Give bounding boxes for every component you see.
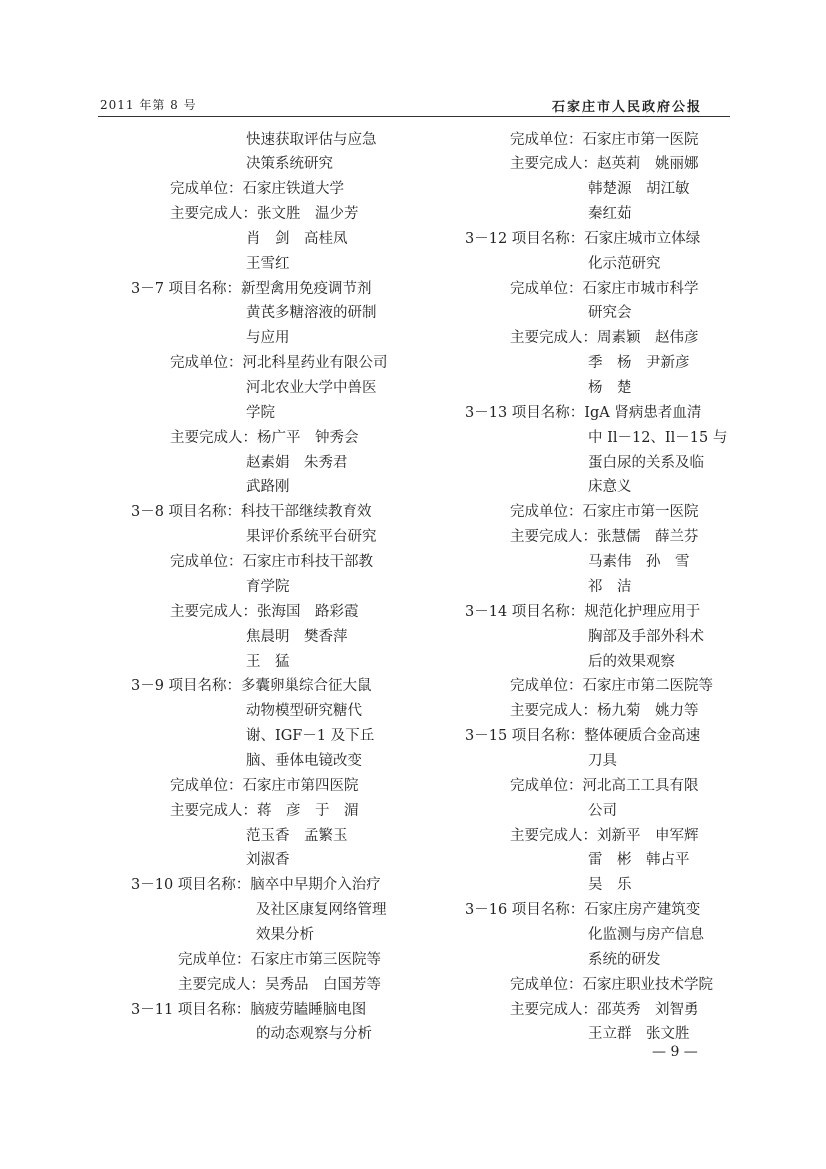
text-line: 及社区康复网络管理: [256, 902, 387, 918]
text-line: 育学院: [246, 579, 290, 595]
page-number: — 9 —: [652, 1044, 698, 1060]
text-line: 谢、IGF－1 及下丘: [246, 728, 375, 744]
text-line: 3－10 项目名称：脑卒中早期介入治疗: [131, 877, 381, 893]
text-line: 动物模型研究糖代: [246, 703, 362, 719]
text-line: 完成单位：河北科星药业有限公司: [170, 355, 388, 371]
issue-label: 2011 年第 8 号: [100, 98, 197, 112]
text-line: 韩楚源 胡江敏: [588, 181, 690, 197]
text-line: 黄芪多糖溶液的研制: [246, 305, 377, 321]
text-line: 主要完成人：周素颖 赵伟彦: [510, 330, 699, 346]
text-line: 主要完成人：杨广平 钟秀会: [170, 430, 359, 446]
text-line: 果评价系统平台研究: [246, 529, 377, 545]
header-divider: [98, 116, 730, 117]
text-line: 学院: [246, 405, 275, 421]
text-line: 季 杨 尹新彦: [588, 355, 690, 371]
text-line: 主要完成人：刘新平 申军辉: [510, 828, 699, 844]
text-line: 吴 乐: [588, 877, 632, 893]
text-line: 主要完成人：张慧儒 薛兰芬: [510, 529, 699, 545]
text-line: 刘淑香: [246, 852, 290, 868]
text-line: 马素伟 孙 雪: [588, 554, 690, 570]
text-line: 完成单位：石家庄市第四医院: [170, 778, 359, 794]
publication-title: 石家庄市人民政府公报: [552, 100, 703, 115]
text-line: 3－14 项目名称：规范化护理应用于: [465, 604, 701, 620]
text-line: 公司: [588, 803, 617, 819]
text-line: 河北农业大学中兽医: [246, 380, 377, 396]
text-line: 主要完成人：赵英莉 姚丽娜: [510, 156, 699, 172]
text-line: 武路刚: [246, 479, 290, 495]
text-line: 完成单位：河北高工工具有限: [510, 778, 699, 794]
text-line: 雷 彬 韩占平: [588, 852, 690, 868]
text-line: 快速获取评估与应急: [246, 132, 377, 148]
text-line: 杨 楚: [588, 380, 632, 396]
text-line: 主要完成人：吴秀品 白国芳等: [178, 977, 381, 993]
text-line: 秦红茹: [588, 206, 632, 222]
text-line: 赵素娟 朱秀君: [246, 455, 348, 471]
text-line: 系统的研发: [588, 952, 661, 968]
text-line: 3－16 项目名称：石家庄房产建筑变: [465, 902, 701, 918]
text-line: 化监测与房产信息: [588, 927, 704, 943]
text-line: 王立群 张文胜: [588, 1026, 690, 1042]
text-line: 3－8 项目名称：科技干部继续教育效: [131, 504, 372, 520]
text-line: 化示范研究: [588, 256, 661, 272]
text-line: 决策系统研究: [246, 156, 333, 172]
text-line: 主要完成人：邵英秀 刘智勇: [510, 1002, 699, 1018]
text-line: 3－11 项目名称：脑疲劳瞌睡脑电图: [131, 1002, 367, 1018]
text-line: 3－15 项目名称：整体硬质合金高速: [465, 728, 701, 744]
text-line: 完成单位：石家庄市第三医院等: [178, 952, 381, 968]
text-line: 刀具: [588, 753, 617, 769]
text-line: 完成单位：石家庄市城市科学: [510, 281, 699, 297]
text-line: 王 猛: [246, 654, 290, 670]
text-line: 完成单位：石家庄职业技术学院: [510, 977, 713, 993]
text-line: 与应用: [246, 330, 290, 346]
text-line: 完成单位：石家庄铁道大学: [170, 181, 344, 197]
text-line: 焦晨明 樊香萍: [246, 629, 348, 645]
text-line: 范玉香 孟繁玉: [246, 828, 348, 844]
text-line: 完成单位：石家庄市第二医院等: [510, 678, 713, 694]
text-line: 脑、垂体电镜改变: [246, 753, 362, 769]
text-line: 主要完成人：蒋 彦 于 湄: [170, 803, 359, 819]
text-line: 完成单位：石家庄市第一医院: [510, 132, 699, 148]
text-line: 完成单位：石家庄市科技干部教: [170, 554, 373, 570]
text-line: 蛋白尿的关系及临: [588, 455, 704, 471]
text-line: 3－7 项目名称：新型禽用免疫调节剂: [131, 281, 372, 297]
text-line: 效果分析: [256, 927, 314, 943]
text-line: 祁 洁: [588, 579, 632, 595]
text-line: 床意义: [588, 479, 632, 495]
text-line: 的动态观察与分析: [256, 1026, 372, 1042]
text-line: 主要完成人：杨九菊 姚力等: [510, 703, 699, 719]
text-line: 胸部及手部外科术: [588, 629, 704, 645]
text-line: 中 Il－12、Il－15 与: [588, 430, 728, 446]
text-line: 主要完成人：张海国 路彩霞: [170, 604, 359, 620]
text-line: 王雪红: [246, 256, 290, 272]
text-line: 研究会: [588, 305, 632, 321]
text-line: 完成单位：石家庄市第一医院: [510, 504, 699, 520]
text-line: 3－9 项目名称：多囊卵巢综合征大鼠: [131, 678, 372, 694]
text-line: 主要完成人：张文胜 温少芳: [170, 206, 359, 222]
text-line: 3－13 项目名称：IgA 肾病患者血清: [465, 405, 702, 421]
text-line: 3－12 项目名称：石家庄城市立体绿: [465, 231, 701, 247]
text-line: 后的效果观察: [588, 654, 675, 670]
text-line: 肖 剑 高桂凤: [246, 231, 348, 247]
